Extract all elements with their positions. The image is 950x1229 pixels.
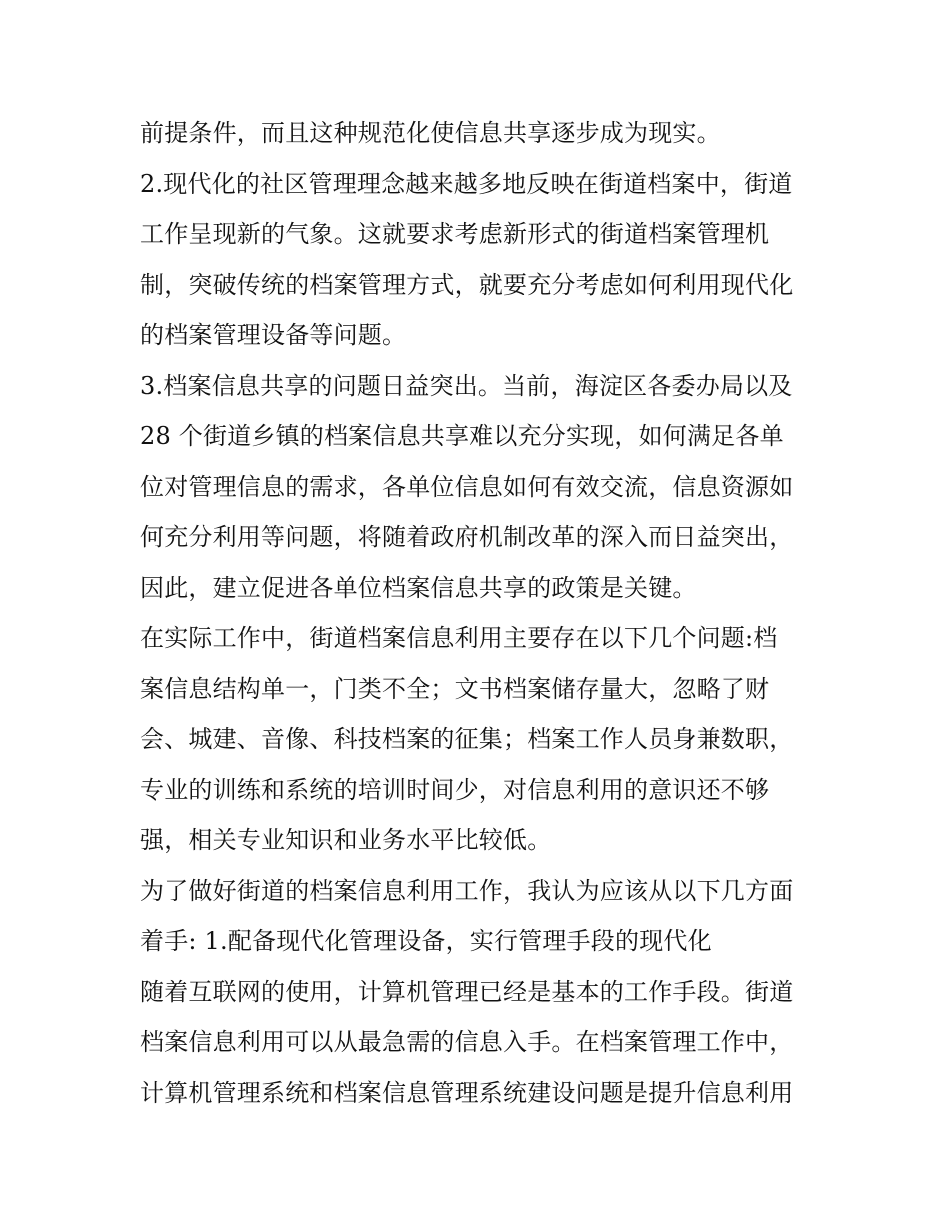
text-line: 2.现代化的社区管理理念越来越多地反映在街道档案中，街道 xyxy=(140,169,793,198)
text-line: 3.档案信息共享的问题日益突出。当前，海淀区各委办局以及 xyxy=(140,371,793,400)
text-line: 的档案管理设备等问题。 xyxy=(140,321,407,349)
text-line: 会、城建、音像、科技档案的征集；档案工作人员身兼数职， xyxy=(140,725,794,753)
text-line: 案信息结构单一，门类不全；文书档案储存量大，忽略了财 xyxy=(140,674,770,703)
text-line: 因此，建立促进各单位档案信息共享的政策是关键。 xyxy=(140,573,697,602)
text-line: 专业的训练和系统的培训时间少，对信息利用的意识还不够 xyxy=(140,775,770,804)
document-body xyxy=(140,108,820,1118)
text-line: 前提条件，而且这种规范化使信息共享逐步成为现实。 xyxy=(140,119,721,147)
text-line: 位对管理信息的需求，各单位信息如何有效交流，信息资源如 xyxy=(140,472,794,501)
text-line: 何充分利用等问题，将随着政府机制改革的深入而日益突出， xyxy=(140,523,794,551)
text-line: 工作呈现新的气象。这就要求考虑新形式的街道档案管理机 xyxy=(140,220,770,248)
text-line: 随着互联网的使用，计算机管理已经是基本的工作手段。街道 xyxy=(140,977,794,1006)
text-line: 28 个街道乡镇的档案信息共享难以充分实现，如何满足各单 xyxy=(140,422,784,450)
text-line: 在实际工作中，街道档案信息利用主要存在以下几个问题:档 xyxy=(140,624,778,652)
text-line: 档案信息利用可以从最急需的信息入手。在档案管理工作中， xyxy=(140,1028,794,1056)
text-line: 制，突破传统的档案管理方式，就要充分考虑如何利用现代化 xyxy=(140,270,794,299)
text-line: 计算机管理系统和档案信息管理系统建设问题是提升信息利用 xyxy=(140,1078,794,1107)
text-line: 为了做好街道的档案信息利用工作，我认为应该从以下几方面 xyxy=(140,876,794,905)
text-line: 强，相关专业知识和业务水平比较低。 xyxy=(140,826,552,854)
text-line: 着手: 1.配备现代化管理设备，实行管理手段的现代化 xyxy=(140,927,712,955)
